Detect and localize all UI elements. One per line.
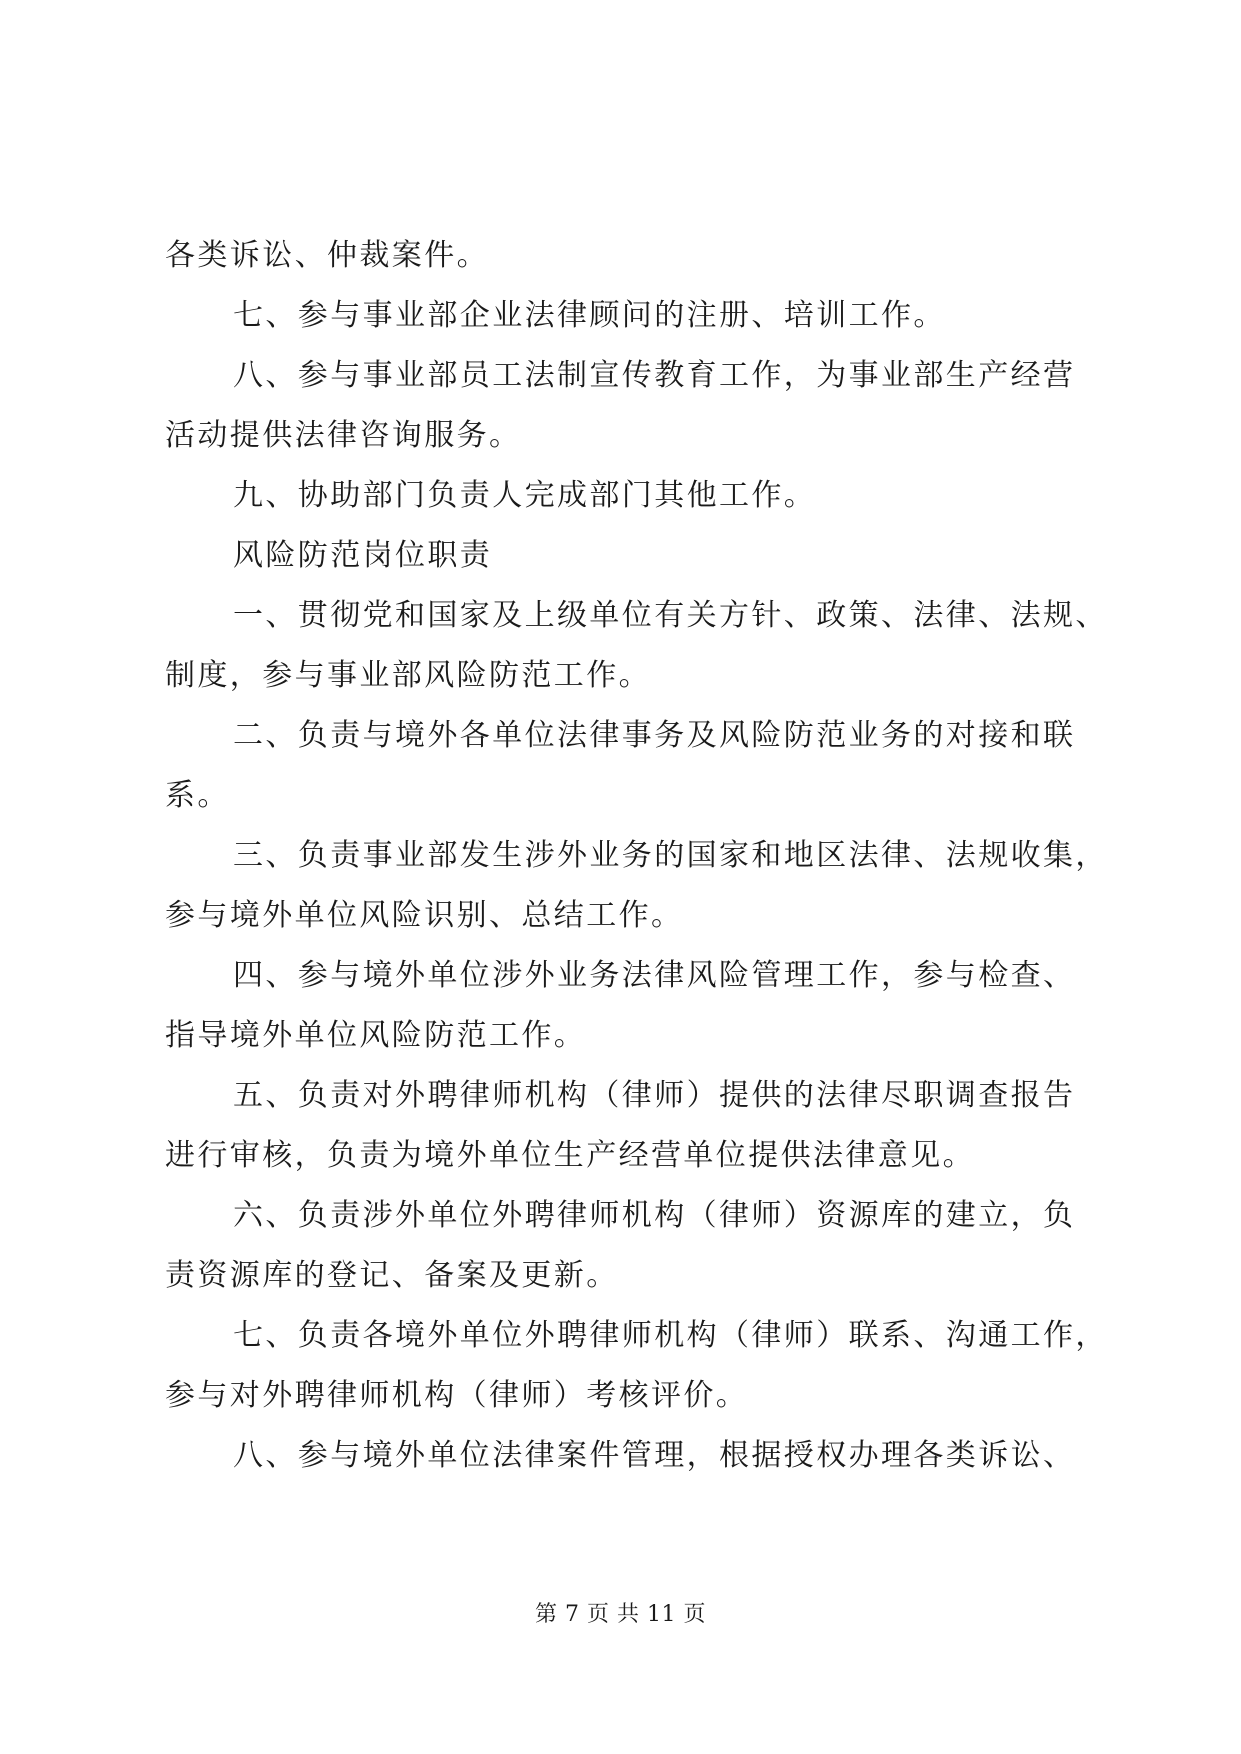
text-line: 责资源库的登记、备案及更新。 xyxy=(165,1258,619,1293)
text-line: 三、负责事业部发生涉外业务的国家和地区法律、法规收集， xyxy=(233,838,1108,873)
text-line: 六、负责涉外单位外聘律师机构（律师）资源库的建立，负 xyxy=(233,1198,1076,1233)
document-body xyxy=(165,226,1108,1486)
text-line: 指导境外单位风险防范工作。 xyxy=(165,1018,587,1053)
text-line: 活动提供法律咨询服务。 xyxy=(165,418,522,453)
text-line: 系。 xyxy=(165,778,230,813)
text-line: 各类诉讼、仲裁案件。 xyxy=(165,238,489,273)
text-line: 八、参与境外单位法律案件管理，根据授权办理各类诉讼、 xyxy=(233,1438,1076,1473)
text-line: 五、负责对外聘律师机构（律师）提供的法律尽职调查报告 xyxy=(233,1078,1076,1113)
text-line: 参与境外单位风险识别、总结工作。 xyxy=(165,898,684,933)
section-heading: 风险防范岗位职责 xyxy=(233,538,493,573)
text-line: 九、协助部门负责人完成部门其他工作。 xyxy=(233,478,817,513)
text-line: 二、负责与境外各单位法律事务及风险防范业务的对接和联 xyxy=(233,718,1076,753)
text-line: 七、负责各境外单位外聘律师机构（律师）联系、沟通工作， xyxy=(233,1318,1108,1353)
text-line: 参与对外聘律师机构（律师）考核评价。 xyxy=(165,1378,749,1413)
text-line: 八、参与事业部员工法制宣传教育工作，为事业部生产经营 xyxy=(233,358,1076,393)
text-line: 四、参与境外单位涉外业务法律风险管理工作，参与检查、 xyxy=(233,958,1076,993)
text-line: 七、参与事业部企业法律顾问的注册、培训工作。 xyxy=(233,298,946,333)
text-line: 进行审核，负责为境外单位生产经营单位提供法律意见。 xyxy=(165,1138,975,1173)
text-line: 制度，参与事业部风险防范工作。 xyxy=(165,658,651,693)
text-line: 一、贯彻党和国家及上级单位有关方针、政策、法律、法规、 xyxy=(233,598,1108,633)
page-number-footer: 第 7 页 共 11 页 xyxy=(535,1602,706,1627)
